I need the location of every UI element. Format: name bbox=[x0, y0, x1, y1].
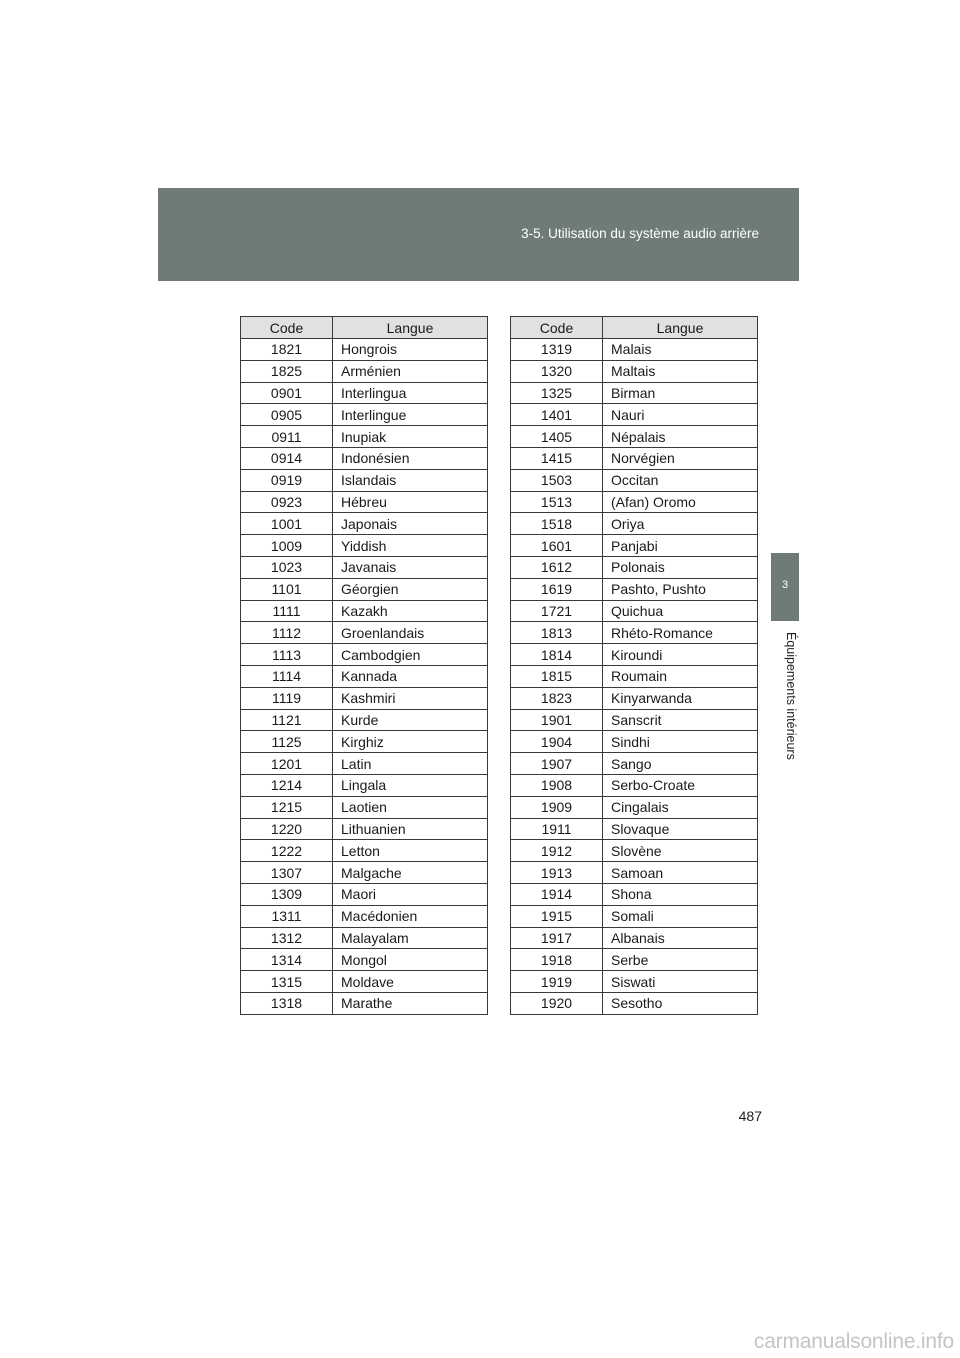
language-code-cell: 1201 bbox=[241, 753, 333, 775]
table-row bbox=[241, 513, 488, 535]
language-code-cell: 1307 bbox=[241, 862, 333, 884]
table-row bbox=[241, 774, 488, 796]
language-code-cell: 1901 bbox=[511, 709, 603, 731]
table-row bbox=[511, 971, 758, 993]
language-code-cell: 1612 bbox=[511, 556, 603, 578]
table-row bbox=[241, 491, 488, 513]
language-name-cell: Lingala bbox=[333, 774, 488, 796]
table-row bbox=[511, 949, 758, 971]
language-code-cell: 1325 bbox=[511, 382, 603, 404]
language-code-cell: 1503 bbox=[511, 469, 603, 491]
language-code-cell: 1023 bbox=[241, 556, 333, 578]
language-code-cell: 0914 bbox=[241, 447, 333, 469]
language-code-cell: 1311 bbox=[241, 905, 333, 927]
table-header-row bbox=[241, 317, 488, 339]
table-row bbox=[241, 600, 488, 622]
language-name-cell: Interlingua bbox=[333, 382, 488, 404]
language-code-table-left bbox=[240, 316, 488, 1015]
language-name-cell: Lithuanien bbox=[333, 818, 488, 840]
table-row bbox=[241, 905, 488, 927]
language-name-cell: Polonais bbox=[603, 556, 758, 578]
table-row bbox=[511, 426, 758, 448]
language-name-cell: Maltais bbox=[603, 360, 758, 382]
table-row bbox=[241, 709, 488, 731]
table-row bbox=[511, 339, 758, 361]
language-code-cell: 0901 bbox=[241, 382, 333, 404]
language-name-cell: Malgache bbox=[333, 862, 488, 884]
table-row bbox=[511, 753, 758, 775]
table-row bbox=[241, 971, 488, 993]
table-row bbox=[511, 469, 758, 491]
section-header-band bbox=[158, 188, 799, 281]
language-name-cell: Inupiak bbox=[333, 426, 488, 448]
table-row bbox=[241, 382, 488, 404]
language-code-cell: 1815 bbox=[511, 665, 603, 687]
language-name-cell: Letton bbox=[333, 840, 488, 862]
language-code-cell: 1121 bbox=[241, 709, 333, 731]
language-code-cell: 1821 bbox=[241, 339, 333, 361]
table-row bbox=[511, 360, 758, 382]
language-name-cell: Indonésien bbox=[333, 447, 488, 469]
language-name-cell: Kurde bbox=[333, 709, 488, 731]
language-code-cell: 1415 bbox=[511, 447, 603, 469]
language-code-cell: 1222 bbox=[241, 840, 333, 862]
language-name-cell: Birman bbox=[603, 382, 758, 404]
chapter-number: 3 bbox=[781, 579, 789, 591]
table-row bbox=[241, 622, 488, 644]
language-name-cell: Cambodgien bbox=[333, 644, 488, 666]
language-code-cell: 0905 bbox=[241, 404, 333, 426]
language-name-cell: Japonais bbox=[333, 513, 488, 535]
language-code-cell: 1315 bbox=[241, 971, 333, 993]
language-name-cell: Samoan bbox=[603, 862, 758, 884]
language-code-cell: 1813 bbox=[511, 622, 603, 644]
language-name-cell: Groenlandais bbox=[333, 622, 488, 644]
language-name-cell: Latin bbox=[333, 753, 488, 775]
table-row bbox=[241, 818, 488, 840]
language-name-cell: Géorgien bbox=[333, 578, 488, 600]
language-name-cell: Kinyarwanda bbox=[603, 687, 758, 709]
language-name-cell: Slovaque bbox=[603, 818, 758, 840]
chapter-tab bbox=[771, 553, 799, 621]
language-code-cell: 1220 bbox=[241, 818, 333, 840]
language-name-cell: Albanais bbox=[603, 927, 758, 949]
language-code-cell: 1919 bbox=[511, 971, 603, 993]
table-row bbox=[241, 404, 488, 426]
language-column-header: Langue bbox=[333, 317, 488, 339]
language-code-table-right bbox=[510, 316, 758, 1015]
table-row bbox=[511, 709, 758, 731]
table-row bbox=[511, 665, 758, 687]
language-code-cell: 1401 bbox=[511, 404, 603, 426]
language-name-cell: Sanscrit bbox=[603, 709, 758, 731]
language-code-cell: 1112 bbox=[241, 622, 333, 644]
language-code-cell: 1518 bbox=[511, 513, 603, 535]
language-code-cell: 1111 bbox=[241, 600, 333, 622]
table-row bbox=[241, 665, 488, 687]
language-name-cell: Laotien bbox=[333, 796, 488, 818]
language-column-header: Langue bbox=[603, 317, 758, 339]
language-name-cell: Marathe bbox=[333, 992, 488, 1014]
language-code-cell: 1215 bbox=[241, 796, 333, 818]
table-row bbox=[511, 687, 758, 709]
table-row bbox=[511, 644, 758, 666]
language-code-cell: 1101 bbox=[241, 578, 333, 600]
watermark: carmanualsonline.info bbox=[753, 1330, 954, 1353]
language-code-cell: 1114 bbox=[241, 665, 333, 687]
table-row bbox=[511, 927, 758, 949]
table-row bbox=[511, 905, 758, 927]
language-code-cell: 1009 bbox=[241, 535, 333, 557]
section-title: 3-5. Utilisation du système audio arrière bbox=[521, 226, 759, 241]
language-code-cell: 1914 bbox=[511, 883, 603, 905]
table-row bbox=[511, 992, 758, 1014]
language-name-cell: Serbo-Croate bbox=[603, 774, 758, 796]
language-name-cell: Rhéto-Romance bbox=[603, 622, 758, 644]
language-code-cell: 0911 bbox=[241, 426, 333, 448]
table-row bbox=[241, 469, 488, 491]
language-name-cell: Yiddish bbox=[333, 535, 488, 557]
language-name-cell: Kirghiz bbox=[333, 731, 488, 753]
table-body bbox=[511, 339, 758, 1015]
language-name-cell: Sindhi bbox=[603, 731, 758, 753]
language-name-cell: Sango bbox=[603, 753, 758, 775]
table-row bbox=[241, 731, 488, 753]
table-row bbox=[511, 556, 758, 578]
language-code-cell: 1909 bbox=[511, 796, 603, 818]
table-row bbox=[241, 426, 488, 448]
language-name-cell: Malayalam bbox=[333, 927, 488, 949]
table-row bbox=[241, 840, 488, 862]
language-code-cell: 1915 bbox=[511, 905, 603, 927]
table-row bbox=[241, 687, 488, 709]
language-name-cell: Hébreu bbox=[333, 491, 488, 513]
table-row bbox=[241, 862, 488, 884]
language-code-cell: 1619 bbox=[511, 578, 603, 600]
table-row bbox=[241, 447, 488, 469]
language-code-cell: 1601 bbox=[511, 535, 603, 557]
language-name-cell: Maori bbox=[333, 883, 488, 905]
table-row bbox=[511, 491, 758, 513]
language-name-cell: Siswati bbox=[603, 971, 758, 993]
language-name-cell: (Afan) Oromo bbox=[603, 491, 758, 513]
language-code-cell: 1001 bbox=[241, 513, 333, 535]
language-name-cell: Interlingue bbox=[333, 404, 488, 426]
language-code-cell: 1405 bbox=[511, 426, 603, 448]
code-column-header: Code bbox=[511, 317, 603, 339]
table-row bbox=[241, 753, 488, 775]
language-code-cell: 1113 bbox=[241, 644, 333, 666]
table-row bbox=[241, 796, 488, 818]
language-name-cell: Slovène bbox=[603, 840, 758, 862]
chapter-label: Équipements intérieurs bbox=[784, 632, 798, 760]
language-code-cell: 1908 bbox=[511, 774, 603, 796]
table-row bbox=[511, 447, 758, 469]
language-code-cell: 1513 bbox=[511, 491, 603, 513]
table-row bbox=[511, 600, 758, 622]
table-row bbox=[511, 883, 758, 905]
language-name-cell: Kiroundi bbox=[603, 644, 758, 666]
language-name-cell: Cingalais bbox=[603, 796, 758, 818]
table-row bbox=[511, 404, 758, 426]
language-name-cell: Mongol bbox=[333, 949, 488, 971]
language-name-cell: Moldave bbox=[333, 971, 488, 993]
language-code-cell: 1814 bbox=[511, 644, 603, 666]
language-code-cell: 0919 bbox=[241, 469, 333, 491]
table-row bbox=[241, 883, 488, 905]
language-code-cell: 1912 bbox=[511, 840, 603, 862]
language-code-cell: 1119 bbox=[241, 687, 333, 709]
table-row bbox=[241, 949, 488, 971]
language-code-cell: 1904 bbox=[511, 731, 603, 753]
table-row bbox=[511, 578, 758, 600]
language-code-cell: 1309 bbox=[241, 883, 333, 905]
language-name-cell: Quichua bbox=[603, 600, 758, 622]
page-number: 487 bbox=[738, 1108, 762, 1124]
language-name-cell: Arménien bbox=[333, 360, 488, 382]
language-name-cell: Népalais bbox=[603, 426, 758, 448]
table-body bbox=[241, 339, 488, 1015]
language-name-cell: Nauri bbox=[603, 404, 758, 426]
language-name-cell: Javanais bbox=[333, 556, 488, 578]
table-row bbox=[241, 339, 488, 361]
language-code-cell: 1320 bbox=[511, 360, 603, 382]
language-name-cell: Sesotho bbox=[603, 992, 758, 1014]
language-code-cell: 1125 bbox=[241, 731, 333, 753]
language-code-cell: 1721 bbox=[511, 600, 603, 622]
table-row bbox=[511, 513, 758, 535]
language-code-cell: 1312 bbox=[241, 927, 333, 949]
language-name-cell: Kannada bbox=[333, 665, 488, 687]
code-column-header: Code bbox=[241, 317, 333, 339]
language-name-cell: Norvégien bbox=[603, 447, 758, 469]
language-code-cell: 0923 bbox=[241, 491, 333, 513]
language-code-cell: 1913 bbox=[511, 862, 603, 884]
table-row bbox=[241, 578, 488, 600]
language-name-cell: Hongrois bbox=[333, 339, 488, 361]
table-row bbox=[511, 535, 758, 557]
table-row bbox=[241, 992, 488, 1014]
table-row bbox=[511, 818, 758, 840]
table-row bbox=[511, 622, 758, 644]
language-name-cell: Pashto, Pushto bbox=[603, 578, 758, 600]
table-row bbox=[511, 840, 758, 862]
language-code-cell: 1825 bbox=[241, 360, 333, 382]
language-code-cell: 1319 bbox=[511, 339, 603, 361]
language-code-cell: 1314 bbox=[241, 949, 333, 971]
table-row bbox=[511, 731, 758, 753]
language-name-cell: Panjabi bbox=[603, 535, 758, 557]
language-code-cell: 1917 bbox=[511, 927, 603, 949]
language-name-cell: Shona bbox=[603, 883, 758, 905]
language-name-cell: Somali bbox=[603, 905, 758, 927]
language-name-cell: Malais bbox=[603, 339, 758, 361]
language-name-cell: Kashmiri bbox=[333, 687, 488, 709]
language-code-cell: 1911 bbox=[511, 818, 603, 840]
language-name-cell: Islandais bbox=[333, 469, 488, 491]
language-name-cell: Serbe bbox=[603, 949, 758, 971]
table-row bbox=[511, 382, 758, 404]
table-row bbox=[241, 927, 488, 949]
language-code-cell: 1318 bbox=[241, 992, 333, 1014]
language-code-cell: 1907 bbox=[511, 753, 603, 775]
language-name-cell: Roumain bbox=[603, 665, 758, 687]
language-name-cell: Occitan bbox=[603, 469, 758, 491]
language-code-cell: 1918 bbox=[511, 949, 603, 971]
table-row bbox=[511, 796, 758, 818]
table-row bbox=[241, 556, 488, 578]
table-row bbox=[241, 360, 488, 382]
language-code-cell: 1214 bbox=[241, 774, 333, 796]
table-row bbox=[511, 862, 758, 884]
language-name-cell: Kazakh bbox=[333, 600, 488, 622]
language-code-cell: 1823 bbox=[511, 687, 603, 709]
table-header-row bbox=[511, 317, 758, 339]
table-row bbox=[241, 644, 488, 666]
language-name-cell: Macédonien bbox=[333, 905, 488, 927]
language-code-cell: 1920 bbox=[511, 992, 603, 1014]
table-row bbox=[241, 535, 488, 557]
language-name-cell: Oriya bbox=[603, 513, 758, 535]
table-row bbox=[511, 774, 758, 796]
